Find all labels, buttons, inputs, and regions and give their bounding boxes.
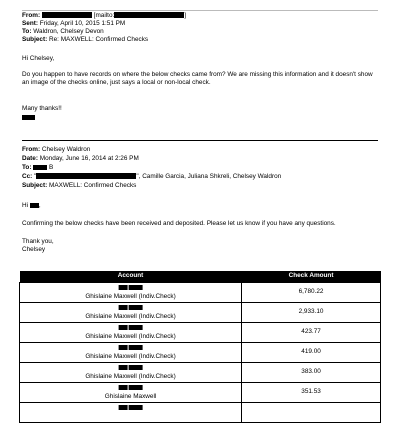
redaction-bar [129,365,143,370]
account-cell [20,323,242,343]
column-header-account: Account [20,271,242,283]
redaction-bar [118,385,127,390]
table-row [20,303,381,323]
email2-cc-line: Cc: " ", Camille Garcia, Juliana Shkreli, Chelsey Waldron [22,173,282,180]
redaction-bar [118,285,127,290]
email1-signoff: Many thanks!! [22,105,62,112]
table-row [20,343,381,363]
account-name: Ghislaine Maxwell (Indiv.Check) [85,332,176,340]
email2-thanks: Thank you, [22,238,54,245]
account-name: Ghislaine Maxwell (Indiv.Check) [85,372,176,380]
email1-subject-line: Subject: Re: MAXWELL: Confirmed Checks [22,36,149,43]
email1-to-line: To: Waldron, Chelsey Devon [22,28,104,35]
redaction-bar [42,12,92,18]
redaction-bar [114,12,184,18]
account-cell [20,303,242,323]
account-cell [20,363,242,383]
account-name: Ghislaine Maxwell (Indiv.Check) [85,292,176,300]
email1-greeting: Hi Chelsey, [22,55,55,62]
table-row [20,283,381,303]
redaction-bar [129,305,143,310]
redaction-bar [129,325,143,330]
email2-signature: Chelsey [22,246,46,253]
check-amount [242,403,381,423]
redaction-bar [129,285,143,290]
email2-from-line: From: Chelsey Waldron [22,146,91,153]
redaction-bar [33,165,47,170]
account-name: Ghislaine Maxwell (Indiv.Check) [85,312,176,320]
redaction-bar [36,173,136,179]
account-cell [20,343,242,363]
check-amount: 383.00 [242,363,381,383]
check-amount: 419.00 [242,343,381,363]
check-amount: 2,933.10 [242,303,381,323]
email2-greeting: Hi , [22,202,41,209]
table-row [20,323,381,343]
redaction-bar [118,305,127,310]
email1-body-line-2: an image of the checks online, just says a local or non-local check. [22,79,211,86]
email-separator [22,140,378,141]
table-row [20,363,381,383]
redaction-bar [30,203,39,208]
table-header-row [20,271,381,283]
account-name: Ghislaine Maxwell (Indiv.Check) [85,352,176,360]
check-amount: 351.53 [242,383,381,403]
email2-subject-line: Subject: MAXWELL: Confirmed Checks [22,182,137,189]
redaction-bar [118,345,127,350]
email1-signature [22,114,35,122]
email1-body-line-1: Do you happen to have records on where the below checks came from? We are missing this information and it doesn't show [22,71,373,78]
check-amount: 423.77 [242,323,381,343]
header-rule [22,10,378,11]
redaction-bar [129,405,143,410]
email2-to-line: To: B [22,164,54,171]
redaction-bar [129,385,143,390]
email1-from-line: From: [mailto: ] [22,12,187,19]
column-header-check-amount: Check Amount [242,271,381,283]
account-name: Ghislaine Maxwell [104,392,157,400]
redaction-bar [22,115,35,120]
email2-body: Confirming the below checks have been received and deposited. Please let us know if you have any questions. [22,220,336,227]
email2-date-line: Date: Monday, June 16, 2014 at 2:26 PM [22,155,139,162]
redaction-bar [118,405,127,410]
email1-sent-line: Sent: Friday, April 10, 2015 1:51 PM [22,20,126,27]
redaction-bar [118,365,127,370]
account-cell [20,403,242,423]
checks-table [19,271,381,423]
redaction-bar [118,325,127,330]
table-row [20,403,381,423]
check-amount: 6,780.22 [242,283,381,303]
account-cell [20,283,242,303]
redaction-bar [129,345,143,350]
